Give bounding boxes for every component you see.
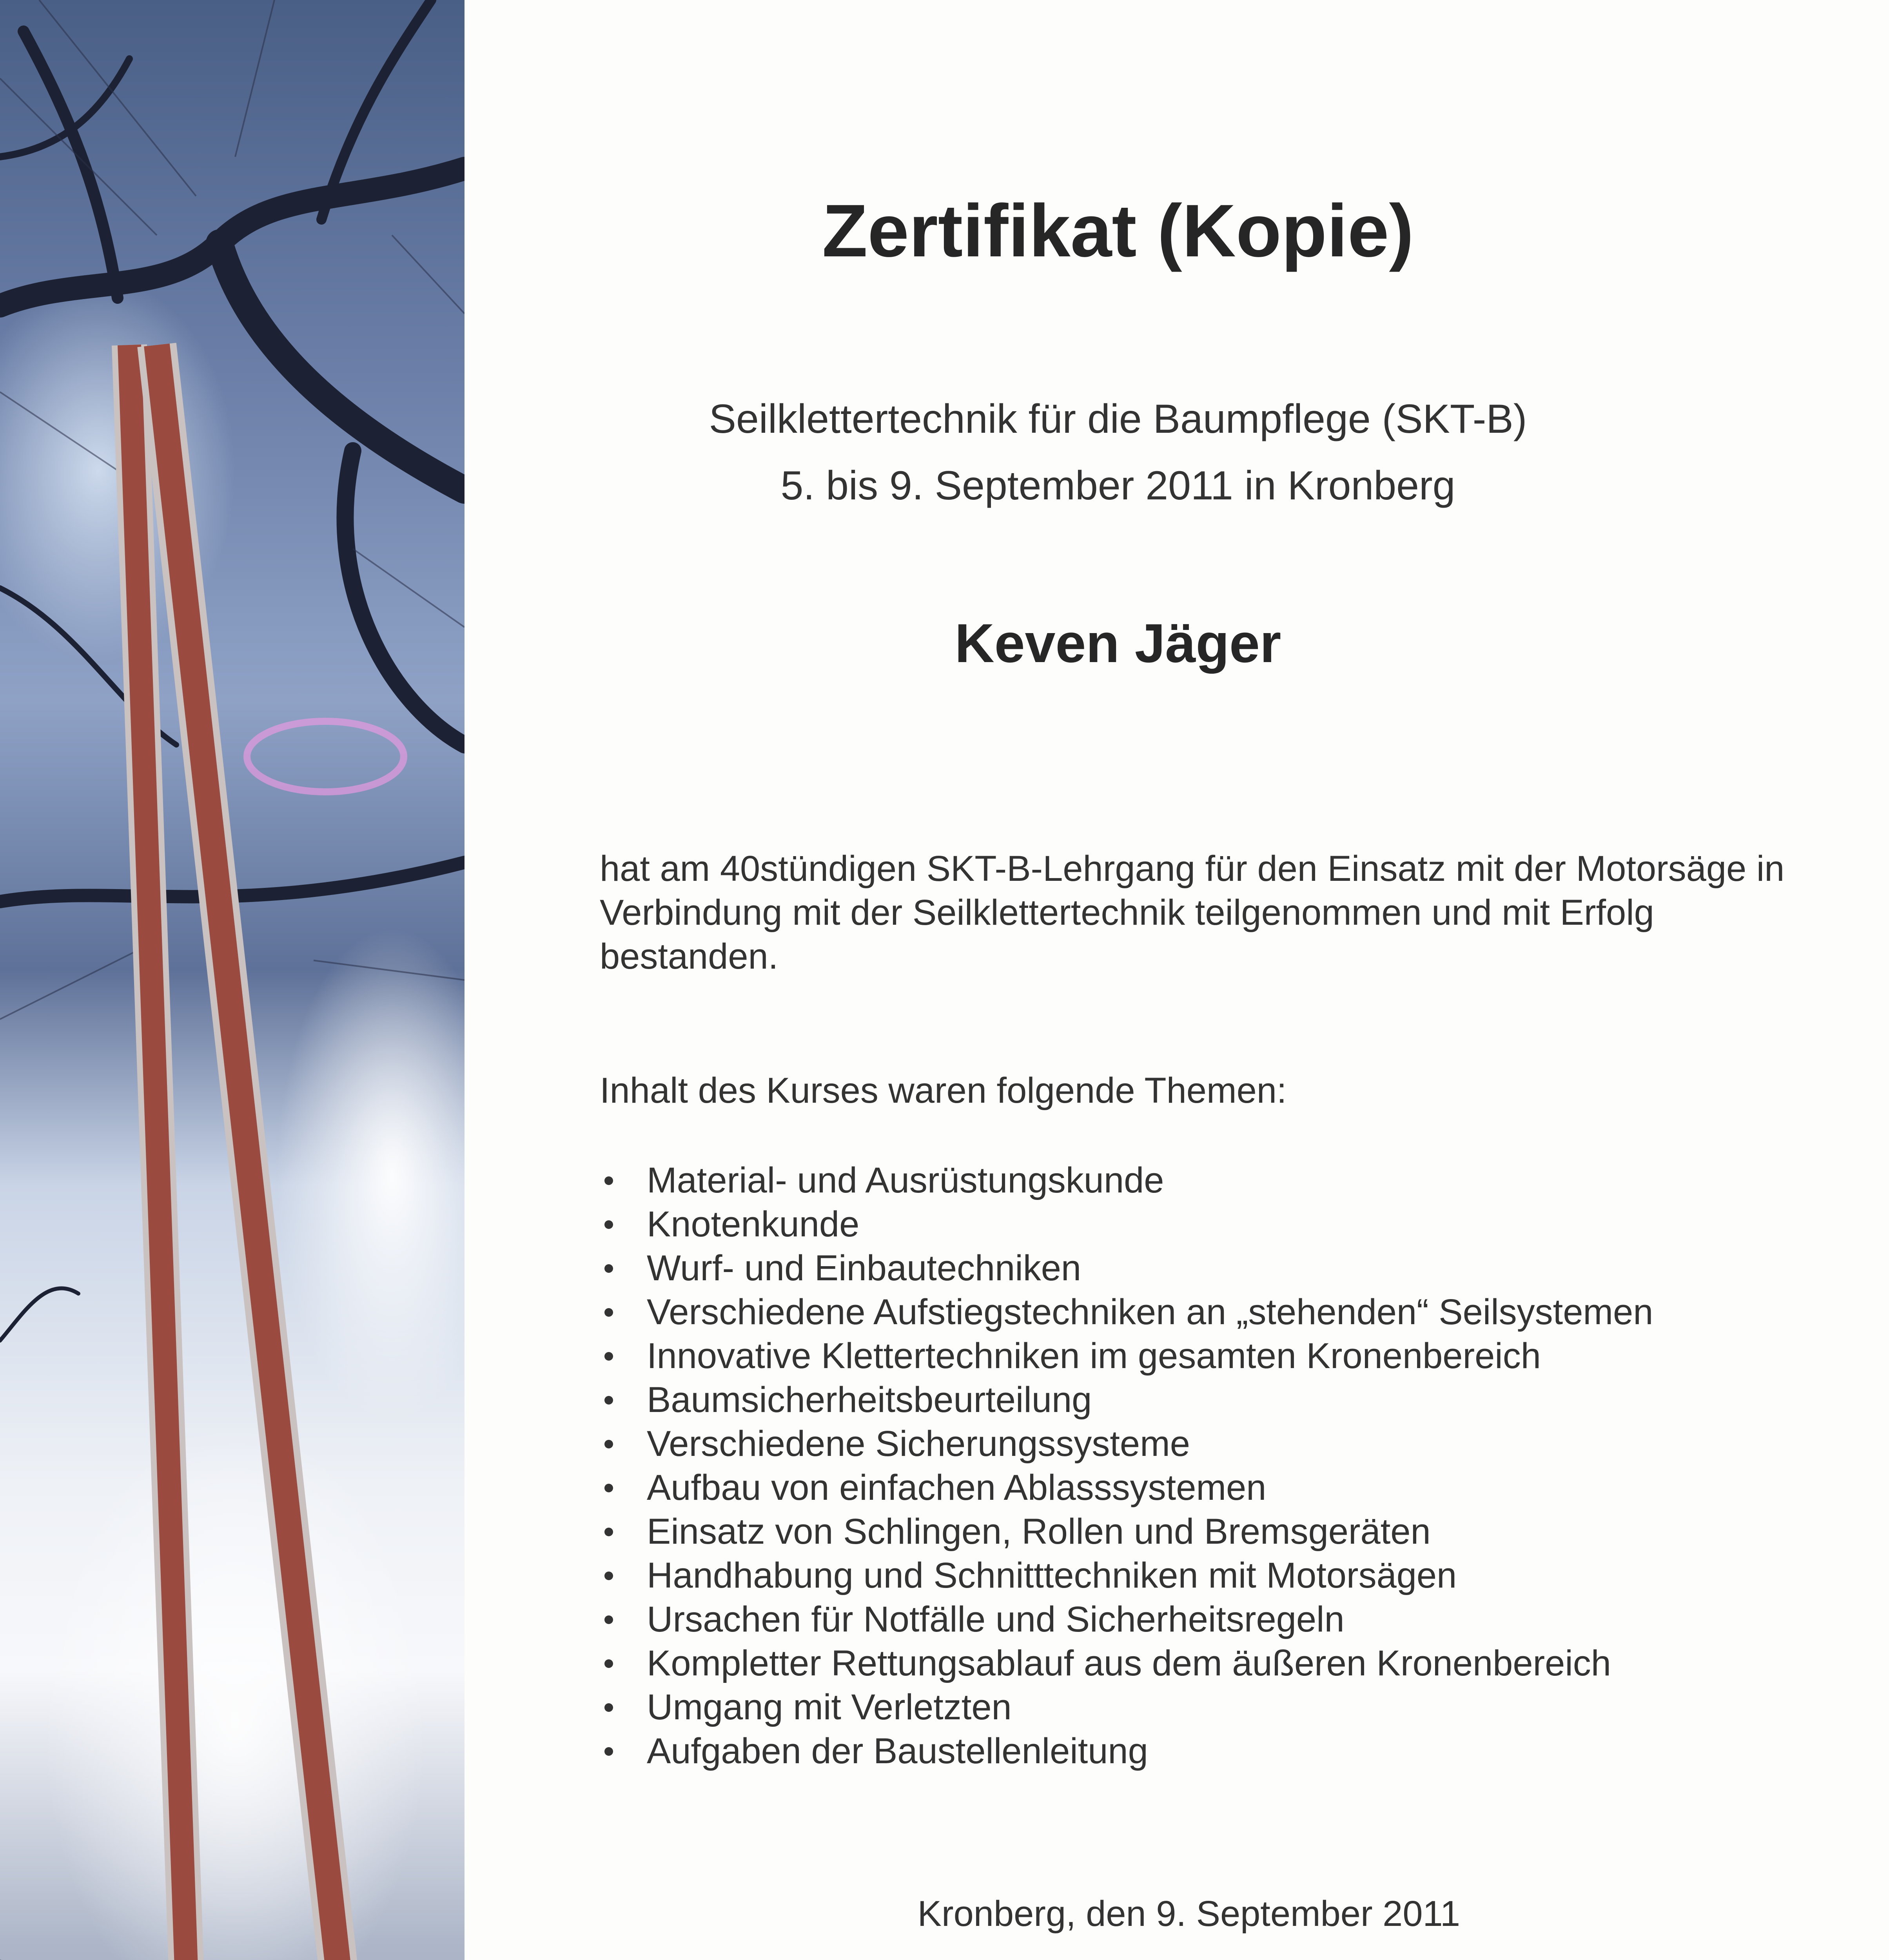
certificate-title: Zertifikat (Kopie): [822, 189, 1414, 272]
topic-item: Ursachen für Notfälle und Sicherheitsregeln: [600, 1597, 1653, 1641]
topic-item: Baumsicherheitsbeurteilung: [600, 1378, 1653, 1422]
recipient-name: Keven Jäger: [954, 612, 1281, 674]
topic-item: Kompletter Rettungsablauf aus dem äußeren Kronenbereich: [600, 1641, 1653, 1685]
topic-item: Handhabung und Schnitttechniken mit Motorsägen: [600, 1553, 1653, 1597]
place-and-date: Kronberg, den 9. September 2011: [917, 1894, 1460, 1934]
topic-item: Material- und Ausrüstungskunde: [600, 1158, 1653, 1202]
topics-list: [600, 1158, 1653, 1773]
topic-item: Knotenkunde: [600, 1202, 1653, 1246]
course-name: Seilklettertechnik für die Baumpflege (SKT-B): [709, 396, 1527, 442]
lens-flare: [247, 721, 404, 792]
topic-item: Innovative Klettertechniken im gesamten Kronenbereich: [600, 1334, 1653, 1378]
topic-item: Aufgaben der Baustellenleitung: [600, 1729, 1653, 1773]
topics-intro: Inhalt des Kurses waren folgende Themen:: [600, 1071, 1287, 1111]
topic-item: Einsatz von Schlingen, Rollen und Bremsgeräten: [600, 1510, 1653, 1553]
climbing-ropes: [129, 345, 419, 1960]
topic-item: Wurf- und Einbautechniken: [600, 1246, 1653, 1290]
topic-item: Umgang mit Verletzten: [600, 1685, 1653, 1729]
completion-statement: hat am 40stündigen SKT-B-Lehrgang für den Einsatz mit der Motorsäge in Verbindung mit der Seilklettertechnik teilgenommen und mit Erfolg bestanden.: [600, 849, 1785, 976]
certificate-content: [465, 0, 1889, 1960]
topic-item: Verschiedene Aufstiegstechniken an „stehenden“ Seilsystemen: [600, 1290, 1653, 1334]
tree-rope-photo: [0, 0, 465, 1960]
topic-item: Verschiedene Sicherungssysteme: [600, 1422, 1653, 1466]
topic-item: Aufbau von einfachen Ablasssystemen: [600, 1466, 1653, 1510]
course-dates: 5. bis 9. September 2011 in Kronberg: [780, 463, 1455, 508]
photo-illustration: [0, 0, 465, 1960]
